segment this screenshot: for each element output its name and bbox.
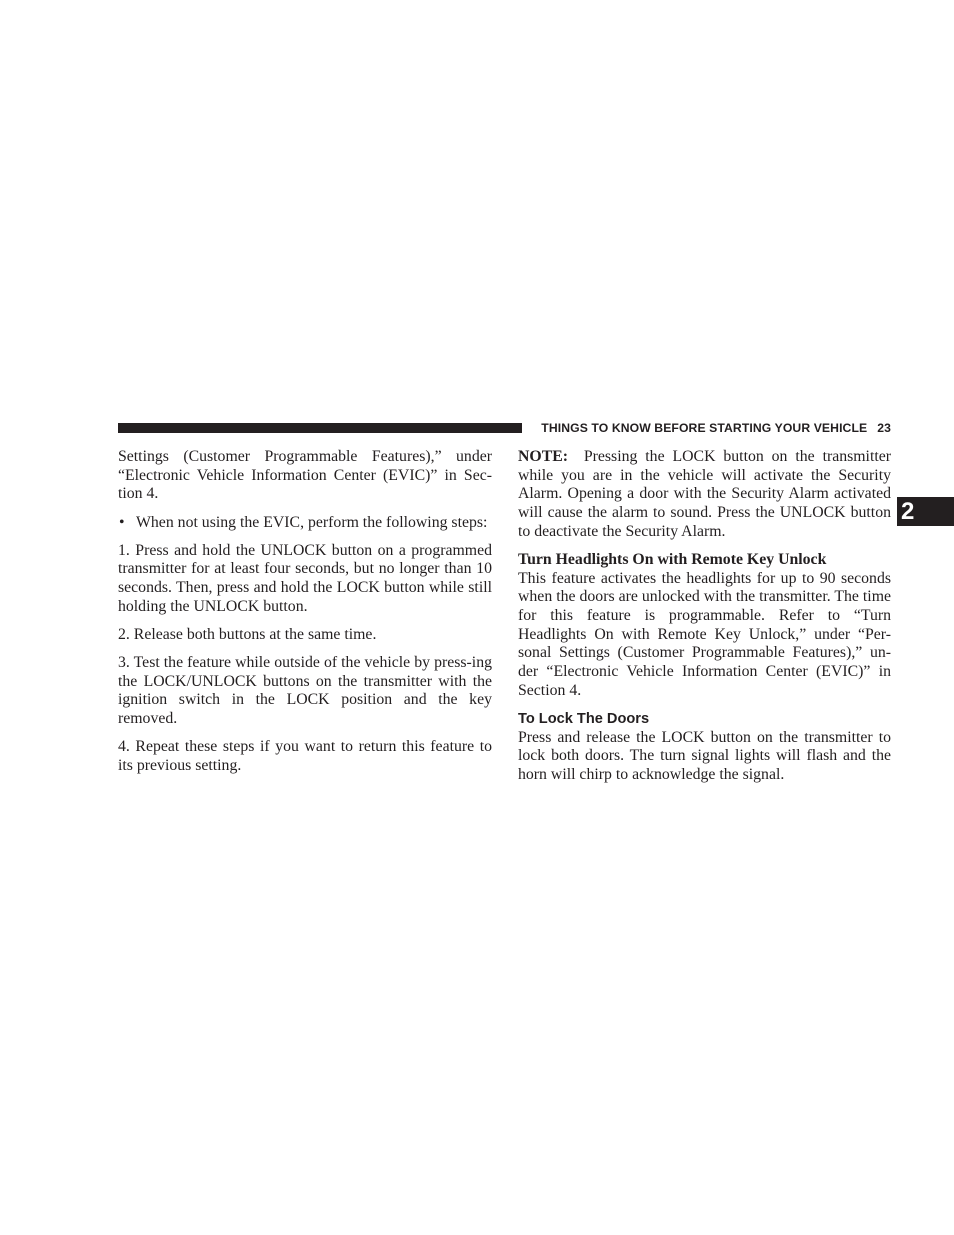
step-1: 1. Press and hold the UNLOCK button on a programmed transmitter for at least four seconds, but no longer than 10 seconds. Then, press and hold the LOCK button while still holding the UNLOCK button.: [118, 541, 492, 615]
step-3: 3. Test the feature while outside of the vehicle by press-ing the LOCK/UNLOCK buttons on the transmitter with the ignition switch in the LOCK position and the key removed.: [118, 653, 492, 727]
step-4: 4. Repeat these steps if you want to return this feature to its previous setting.: [118, 738, 492, 774]
lock-doors-paragraph: Press and release the LOCK button on the transmitter to lock both doors. The turn signal lights will flash and the horn will chirp to acknowledge the signal.: [518, 728, 891, 784]
continued-paragraph: Settings (Customer Programmable Features),” under “Electronic Vehicle Information Center (EVIC)” in Sec-tion 4.: [118, 448, 492, 503]
bullet-text: When not using the EVIC, perform the following steps:: [136, 513, 488, 531]
header-rule: [118, 423, 522, 433]
note-paragraph: [518, 448, 891, 542]
left-column: [118, 448, 492, 785]
section-heading-headlights: Turn Headlights On with Remote Key Unlock: [518, 550, 827, 568]
running-header: [533, 420, 891, 436]
header-title: THINGS TO KNOW BEFORE STARTING YOUR VEHICLE: [541, 421, 868, 435]
page-number: 23: [877, 421, 891, 435]
bullet-item: [118, 514, 492, 533]
section-heading-lock-doors: To Lock The Doors: [518, 710, 650, 727]
bullet-dot: •: [119, 513, 125, 531]
right-column: [518, 448, 891, 794]
headlights-paragraph: This feature activates the headlights for up to 90 seconds when the doors are unlocked with the transmitter. The time for this feature is programmable. Refer to “Turn Headlights On with Remote Key Unlock,” under “Per-sonal Settings (Customer Programmable Features),” un-der “Electronic Vehicle Information Center (EVIC)” in Section 4.: [518, 569, 891, 699]
chapter-tab: 2: [897, 497, 954, 526]
note-label: NOTE:: [518, 448, 569, 465]
step-2: 2. Release both buttons at the same time.: [118, 625, 377, 643]
note-text: Pressing the LOCK button on the transmitter while you are in the vehicle will activate the Security Alarm. Opening a door with the Security Alarm activated will cause the alarm to sound. Press the UNLOCK button to deactivate the Security Alarm.: [518, 448, 891, 540]
